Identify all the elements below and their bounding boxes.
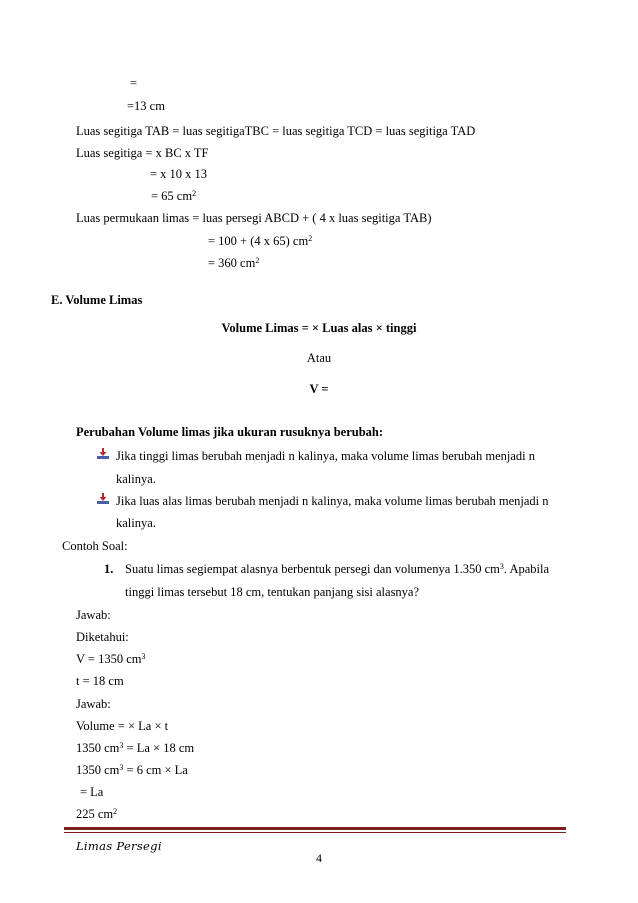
v-formula: V = xyxy=(309,382,329,396)
superscript: 3 xyxy=(141,652,146,661)
arrow-bullet-icon xyxy=(97,493,109,505)
question-line-1-text: Suatu limas segiempat alasnya berbentuk persegi dan volumenya 1.350 cm xyxy=(125,562,500,576)
bullet-1-line-2: kalinya. xyxy=(116,472,156,486)
question-line-2: tinggi limas tersebut 18 cm, tentukan panjang sisi alasnya? xyxy=(125,585,420,599)
bullet-1-line-1: Jika tinggi limas berubah menjadi n kalinya, maka volume limas berubah menjadi n xyxy=(116,449,535,463)
step-substitution-right: = La × 18 cm xyxy=(123,741,195,755)
question-line-1 xyxy=(125,561,549,577)
calc-line-equal-triangles: Luas segitiga TAB = luas segitigaTBC = luas segitiga TCD = luas segitiga TAD xyxy=(76,124,476,138)
atau-label: Atau xyxy=(306,351,332,365)
known-volume xyxy=(76,651,146,667)
step-simplify-right: = 6 cm × La xyxy=(123,763,188,777)
step-substitution xyxy=(76,740,194,756)
footer-rule-thin xyxy=(64,832,566,833)
diketahui-label: Diketahui: xyxy=(76,630,129,644)
page-number: 4 xyxy=(316,851,322,865)
superscript: 2 xyxy=(308,234,313,243)
calc-line-substitution: = x 10 x 13 xyxy=(150,167,208,181)
calc-line-result-65 xyxy=(151,188,196,204)
calc-line-surface-area: Luas permukaan limas = luas persegi ABCD + ( 4 x luas segitiga TAB) xyxy=(76,211,432,225)
question-number: 1. xyxy=(104,562,114,576)
calc-line-equals: = xyxy=(130,76,138,90)
step-result xyxy=(76,806,117,822)
superscript: 2 xyxy=(192,189,197,198)
step-volume-formula: Volume = × La × t xyxy=(76,719,169,733)
calc-line-surface-result-text: = 360 cm xyxy=(208,256,256,270)
jawab-label: Jawab: xyxy=(76,608,111,622)
step-simplify xyxy=(76,762,188,778)
step-simplify-left: 1350 cm xyxy=(76,763,120,777)
known-volume-text: V = 1350 cm xyxy=(76,652,142,666)
step-equals-la: = La xyxy=(80,785,104,799)
superscript: 2 xyxy=(113,807,118,816)
question-line-1-tail: . Apabila xyxy=(503,562,550,576)
perubahan-heading: Perubahan Volume limas jika ukuran rusuknya berubah: xyxy=(76,425,384,439)
arrow-bullet-icon xyxy=(97,448,109,460)
step-result-text: 225 cm xyxy=(76,807,114,821)
bullet-2-line-1: Jika luas alas limas berubah menjadi n kalinya, maka volume limas berubah menjadi n xyxy=(116,494,549,508)
bullet-2-line-2: kalinya. xyxy=(116,516,156,530)
calc-line-surface-substitution-text: = 100 + (4 x 65) cm xyxy=(208,234,309,248)
superscript: 3 xyxy=(499,562,504,571)
superscript: 3 xyxy=(119,741,124,750)
section-heading: E. Volume Limas xyxy=(51,293,143,307)
calc-line-triangle-area: Luas segitiga = x BC x TF xyxy=(76,146,209,160)
superscript: 2 xyxy=(255,256,260,265)
step-substitution-left: 1350 cm xyxy=(76,741,120,755)
calc-line-surface-result xyxy=(208,255,259,271)
contoh-heading: Contoh Soal: xyxy=(62,539,128,553)
footer-title: Limas Persegi xyxy=(76,839,162,853)
volume-formula: Volume Limas = × Luas alas × tinggi xyxy=(221,321,417,335)
superscript: 3 xyxy=(119,763,124,772)
calc-line-surface-substitution xyxy=(208,233,312,249)
jawab-label-2: Jawab: xyxy=(76,697,111,711)
calc-line-result-65-text: = 65 cm xyxy=(151,189,193,203)
calc-line-result-13cm: =13 cm xyxy=(127,99,165,113)
known-height: t = 18 cm xyxy=(76,674,124,688)
footer-rule-thick xyxy=(64,827,566,830)
